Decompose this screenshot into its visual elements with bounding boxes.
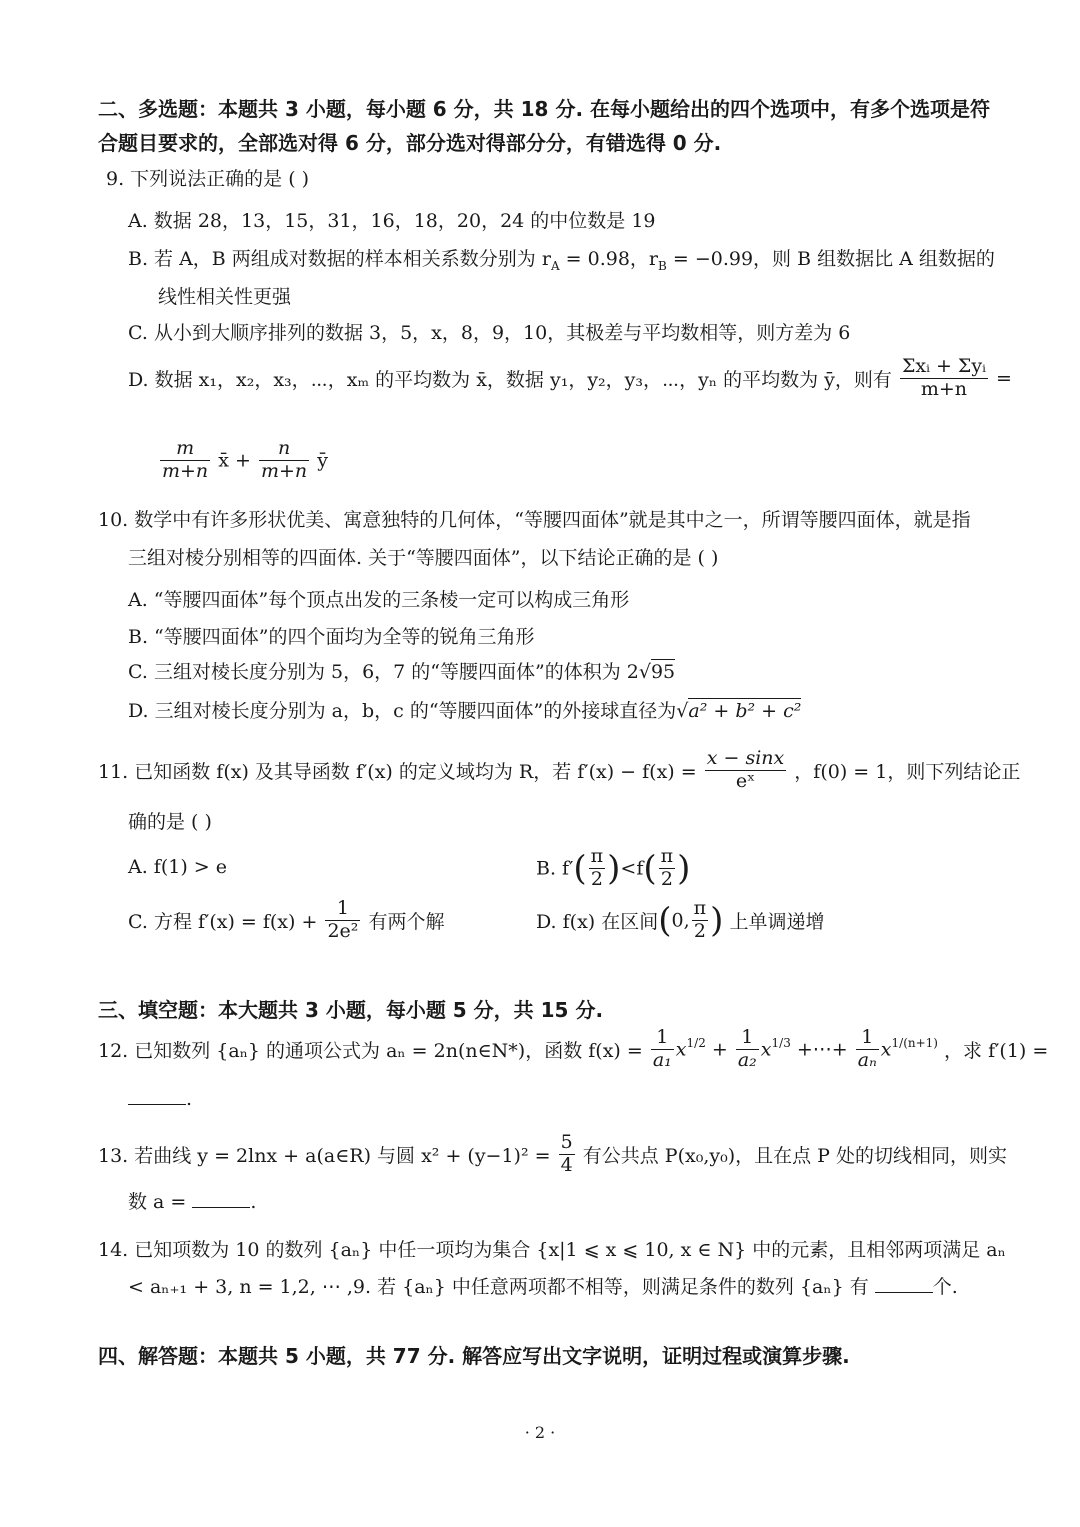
q9-stem: 9. 下列说法正确的是 ( ) (106, 168, 310, 190)
section2-title-line2: 合题目要求的，全部选对得 6 分，部分选对得部分分，有错选得 0 分. (98, 131, 722, 155)
q10-line2: 三组对棱分别相等的四面体. 关于“等腰四面体”，以下结论正确的是 ( ) (128, 547, 719, 569)
q14-answer-blank[interactable] (875, 1276, 933, 1293)
q11-line1: 11. 已知函数 f(x) 及其导函数 f′(x) 的定义域均为 R，若 f′(x) − f(x) = $\frac{x - \sin x}{\text{eˣ}}$ ，f(0) = 1，则下列结论正 (98, 747, 1021, 792)
q9-option-d: D. 数据 x₁，x₂，x₃，⋯，xₘ 的平均数为 x̄，数据 y₁，y₂，y₃，⋯，yₙ 的平均数为 ȳ，则有 Σxᵢ + Σyᵢ m+n = (128, 355, 1012, 400)
q9-option-b-line2: 线性相关性更强 (158, 286, 292, 308)
q9-option-d-line2: $\frac{m}{m+n}$ x̄ + $\frac{n}{m+n}$ ȳ (162, 437, 328, 482)
q11-line2: 确的是 ( ) (128, 811, 212, 833)
q14-line1: 14. 已知项数为 10 的数列 {aₙ} 中任一项均为集合 {x|1 ⩽ x ⩽ 10, x ∈ N} 中的元素，且相邻两项满足 aₙ (98, 1239, 1006, 1261)
q10-option-d: D. 三组对棱长度分别为 a，b，c 的“等腰四面体”的外接球直径为√a² + b² + c² (128, 700, 802, 722)
q13-line1: 13. 若曲线 y = 2lnx + a(a∈R) 与圆 x² + (y−1)² = $\frac{5}{4}$ 有公共点 P(x₀,y₀)，且在点 P 处的切线相同，则实 (98, 1131, 1007, 1176)
q9-option-b: B. 若 A，B 两组成对数据的样本相关系数分别为 $r_A = 0.98$，$r_B = -0.99$，则 B 组数据比 A 组数据的 (128, 248, 995, 273)
page-number: · 2 · (524, 1423, 556, 1442)
q9-d-fraction: Σxᵢ + Σyᵢ m+n (901, 355, 986, 400)
q11-option-b: B. f′( $\frac{\pi}{2}$ )<f( $\frac{\pi}{2}$ ) (536, 845, 691, 890)
q11-option-a: A. f(1) > e (128, 856, 227, 878)
q12-line1: 12. 已知数列 {aₙ} 的通项公式为 aₙ = 2n(n∈N*)，函数 f(x) = $\frac{1}{\text{a₁}}$ $x^{1/2}$ + $\frac{1}{\text{a₂}}$ $x^{1/3}$ +⋯+ $\frac{1}{\text{aₙ}}$ $x^{1/(n+1)}$ ，求 f′(1) = (98, 1026, 1049, 1071)
section4-title: 四、解答题：本题共 5 小题，共 77 分. 解答应写出文字说明，证明过程或演算步骤. (98, 1344, 850, 1368)
q13-answer-blank[interactable] (192, 1191, 250, 1208)
q10-line1: 10. 数学中有许多形状优美、寓意独特的几何体，“等腰四面体”就是其中之一，所谓等腰四面体，就是指 (98, 509, 971, 531)
q12-answer-blank[interactable] (128, 1088, 186, 1105)
q11-option-d: D. f(x) 在区间(0, $\frac{\pi}{2}$ ) 上单调递增 (536, 897, 825, 942)
q10-option-c: C. 三组对棱长度分别为 5，6，7 的“等腰四面体”的体积为 2√95 (128, 661, 676, 683)
section3-title: 三、填空题：本大题共 3 小题，每小题 5 分，共 15 分. (98, 998, 604, 1022)
q9-option-a: A. 数据 28，13，15，31，16，18，20，24 的中位数是 19 (128, 210, 656, 232)
q14-line2: < aₙ₊₁ + 3, n = 1,2, ⋯ ,9. 若 {aₙ} 中任意两项都不相等，则满足条件的数列 {aₙ} 有 个. (128, 1276, 958, 1298)
q11-option-c: C. 方程 f′(x) = f(x) + $\frac{1}{\text{2e²}}$ 有两个解 (128, 897, 445, 942)
section2-title-line1: 二、多选题：本题共 3 小题，每小题 6 分，共 18 分. 在每小题给出的四个选项中，有多个选项是符 (98, 97, 991, 121)
q13-line2: 数 a = . (128, 1191, 257, 1213)
q9-option-c: C. 从小到大顺序排列的数据 3，5，x，8，9，10，其极差与平均数相等，则方差为 6 (128, 322, 851, 344)
q10-option-a: A. “等腰四面体”每个顶点出发的三条棱一定可以构成三角形 (128, 589, 630, 611)
q10-option-b: B. “等腰四面体”的四个面均为全等的锐角三角形 (128, 626, 535, 648)
q12-answer-line: . (128, 1088, 192, 1110)
